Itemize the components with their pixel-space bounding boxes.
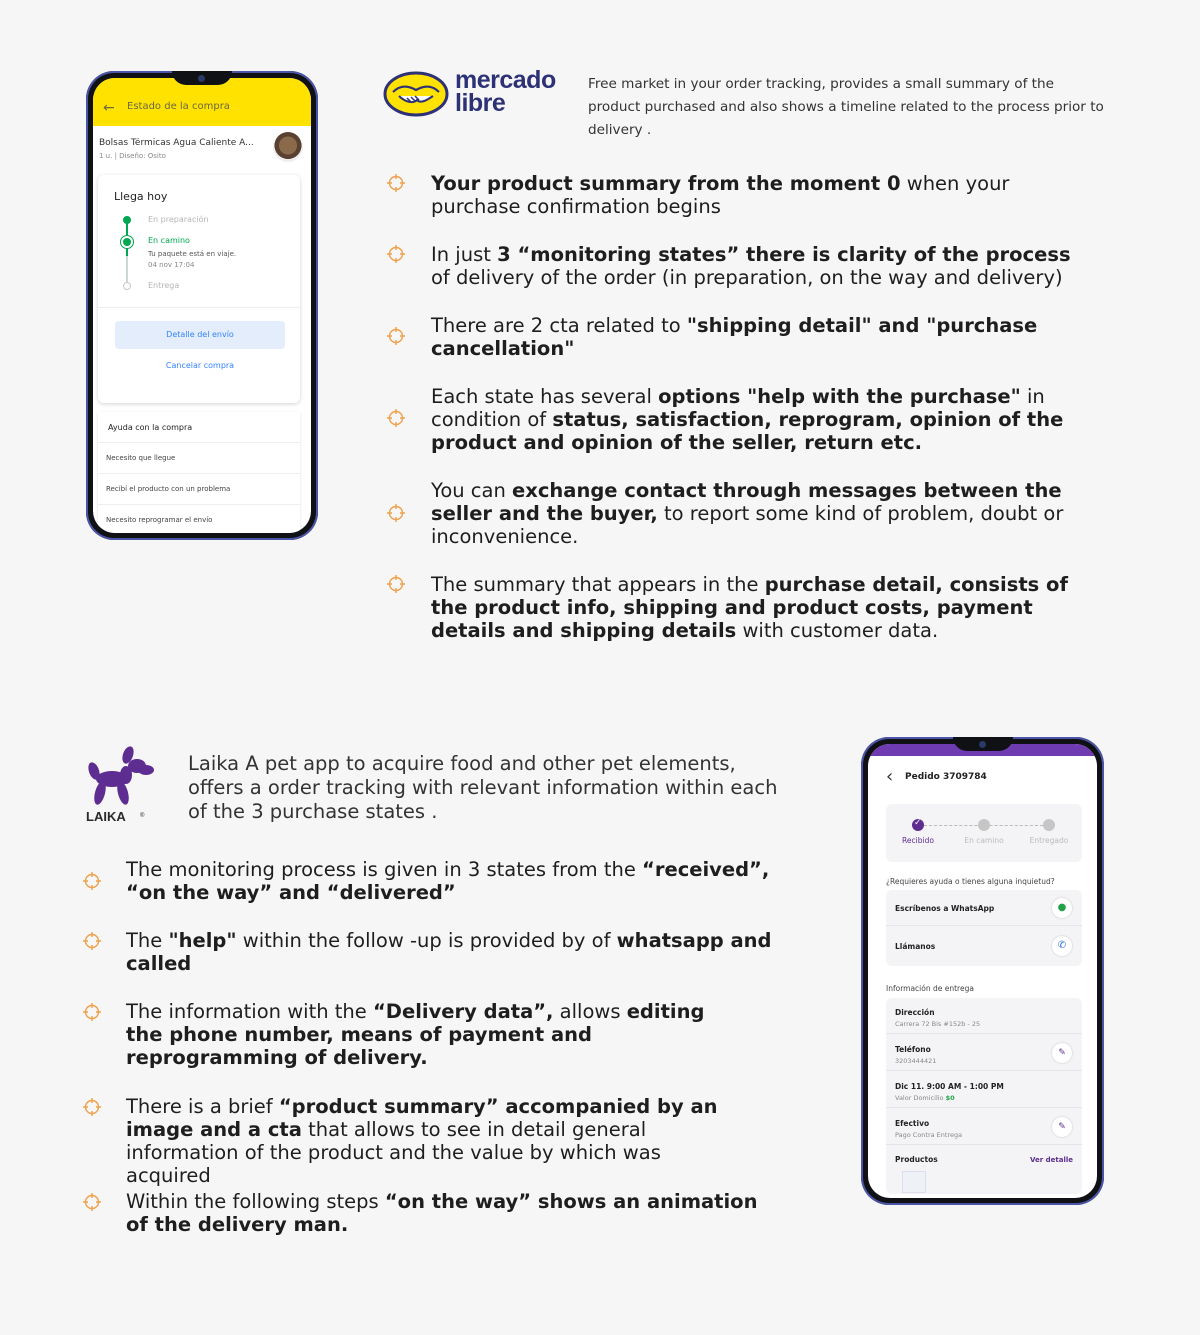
address-label: Dirección <box>895 1008 935 1017</box>
bullet-segment: The summary that appears in the <box>431 573 765 596</box>
mercadolibre-description: Free market in your order tracking, provides a small summary of the product purchased and also shows a timeline related to the process prior to delivery . <box>588 76 1104 138</box>
bullet-segment: There is a brief <box>126 1095 279 1118</box>
crosshair-bullet-icon <box>386 408 406 428</box>
ml-header-bar <box>93 78 311 126</box>
call-label: Llámanos <box>895 942 936 951</box>
help-title: Ayuda con la compra <box>98 412 300 443</box>
contact-options <box>886 890 1082 966</box>
help-item[interactable]: Necesito que llegue <box>98 443 300 474</box>
handshake-logo-icon <box>383 70 449 118</box>
payment-label: Efectivo <box>895 1119 930 1128</box>
bullet-bold-segment: “received”, “on the way” and “delivered” <box>126 858 770 904</box>
bullet-bold-segment: editing the phone number, means of payment and reprogramming of delivery. <box>126 1000 705 1069</box>
step-entrega: Entrega <box>148 281 180 290</box>
delivery-info-title: Información de entrega <box>886 984 974 993</box>
laika-wordmark: LAIKA <box>86 809 126 823</box>
date-row <box>886 1072 1082 1108</box>
phone-row <box>886 1035 1082 1071</box>
shipping-detail-button[interactable]: Detalle del envío <box>115 321 285 349</box>
bullet-bold-segment: Your product summary from the moment 0 <box>431 172 901 195</box>
order-title: Pedido 3709784 <box>905 772 987 782</box>
step-date: 04 nov 17:04 <box>148 261 195 269</box>
bullet-bold-segment: "shipping detail" and "purchase cancellation" <box>431 314 1038 360</box>
phone-icon[interactable]: ✆ <box>1052 936 1072 956</box>
balloon-dog-logo-icon <box>82 745 156 823</box>
address-value: Carrera 72 Bis #152b - 25 <box>895 1020 981 1028</box>
payment-sub: Pago Contra Entrega <box>895 1131 963 1139</box>
step-preparacion: En preparación <box>148 215 209 224</box>
step-delivered-dot <box>1043 819 1055 831</box>
bullet-segment: You can <box>431 479 513 502</box>
bullet-segment: Within the following steps <box>126 1190 385 1213</box>
step-en-camino: En camino <box>148 236 190 245</box>
edit-icon[interactable]: ✎ <box>1052 1117 1072 1137</box>
bullet-text <box>126 1095 746 1187</box>
wordmark-line-2: libre <box>455 89 506 117</box>
step-on-the-way-dot <box>978 819 990 831</box>
bullet-text <box>126 858 806 904</box>
bullet-bold-segment: purchase detail, consists of the product info, shipping and product costs, payment details and shipping details <box>431 573 1068 642</box>
bullet-segment: within the follow -up is provided by of <box>236 929 617 952</box>
crosshair-bullet-icon <box>82 931 102 951</box>
order-steps <box>886 804 1082 862</box>
bullet-segment: to report some kind of problem, doubt or inconvenience. <box>431 502 1064 548</box>
crosshair-bullet-icon <box>386 244 406 264</box>
phone-notch <box>953 737 1013 751</box>
crosshair-bullet-icon <box>386 503 406 523</box>
crosshair-bullet-icon <box>386 326 406 346</box>
bullet-bold-segment: “Delivery data”, <box>372 1000 554 1023</box>
product-thumbnail <box>902 1171 926 1193</box>
bullet-segment: in condition of <box>431 385 1045 431</box>
bullet-segment: that allows to see in detail general information of the product and the value by which was acquired <box>126 1118 661 1187</box>
bullet-text <box>431 172 1091 218</box>
whatsapp-row[interactable] <box>886 890 1082 926</box>
see-detail-link[interactable]: Ver detalle <box>1029 1156 1073 1164</box>
timeline-dot-done <box>123 216 131 224</box>
date-label: Dic 11. 9:00 AM - 1:00 PM <box>895 1082 1004 1091</box>
step-delivered-label: Entregado <box>1029 836 1069 845</box>
phone-label: Teléfono <box>895 1045 931 1054</box>
bullet-text <box>126 1190 786 1236</box>
edit-icon[interactable]: ✎ <box>1052 1043 1072 1063</box>
laika-description: Laika A pet app to acquire food and other pet elements, offers a order tracking with relevant information within each of the 3 purchase states . <box>188 752 778 823</box>
bullet-bold-segment: status, satisfaction, reprogram, opinion of the product and opinion of the seller, return etc. <box>431 408 1064 454</box>
step-received-label: Recibido <box>902 836 934 845</box>
address-row <box>886 998 1082 1034</box>
bullet-segment: In just <box>431 243 498 266</box>
help-list <box>98 412 300 533</box>
date-sub <box>895 1094 955 1102</box>
step-on-the-way-label: En camino <box>964 836 1004 845</box>
bullet-text <box>431 243 1091 289</box>
crosshair-bullet-icon <box>82 1002 102 1022</box>
help-item[interactable]: Necesito reprogramar el envío <box>98 505 300 533</box>
bullet-segment: allows <box>553 1000 627 1023</box>
phone-notch <box>172 71 232 85</box>
bullet-text <box>126 929 806 975</box>
bullet-bold-segment: whatsapp and called <box>126 929 772 975</box>
tracking-card <box>98 175 300 403</box>
bullet-bold-segment: 3 “monitoring states” there is clarity of the process <box>497 243 1071 266</box>
timeline-dot-pending <box>123 282 131 290</box>
bullet-bold-segment: "help" <box>168 929 237 952</box>
bullet-text <box>431 385 1091 454</box>
phone-value: 3203444421 <box>895 1057 937 1065</box>
registered-mark: ® <box>140 813 145 819</box>
mercadolibre-phone-mockup <box>86 71 318 540</box>
product-sub: 1 u. | Diseño: Osito <box>99 152 166 160</box>
bullet-text <box>431 479 1091 548</box>
bullet-segment: The <box>126 929 169 952</box>
laika-phone-mockup <box>861 737 1104 1205</box>
date-sub-text: Valor Domicilio <box>895 1094 944 1102</box>
bullet-bold-segment: exchange contact through messages between the seller and the buyer, <box>431 479 1062 525</box>
crosshair-bullet-icon <box>82 1192 102 1212</box>
delivery-info-card <box>886 998 1082 1194</box>
call-row[interactable] <box>886 928 1082 964</box>
step-received-dot <box>912 819 924 831</box>
product-thumbnail <box>273 132 303 162</box>
whatsapp-label: Escríbenos a WhatsApp <box>895 904 995 913</box>
crosshair-bullet-icon <box>82 871 102 891</box>
help-question: ¿Requieres ayuda o tienes alguna inquietud? <box>886 877 1055 886</box>
product-name: Bolsas Térmicas Agua Caliente A... <box>99 138 254 148</box>
help-item[interactable]: Recibí el producto con un problema <box>98 474 300 505</box>
wordmark-line-1: mercado <box>455 66 556 94</box>
bullet-text <box>431 314 1091 360</box>
bullet-text <box>126 1000 746 1069</box>
bullet-segment: of delivery of the order (in preparation, on the way and delivery) <box>431 266 1063 289</box>
bullet-text <box>431 573 1091 642</box>
bullet-segment: The monitoring process is given in 3 states from the <box>126 858 643 881</box>
products-label: Productos <box>895 1155 938 1164</box>
bullet-bold-segment: “on the way” shows an animation of the delivery man. <box>126 1190 758 1236</box>
back-arrow-icon[interactable]: ‹ <box>886 766 894 787</box>
whatsapp-icon[interactable]: ● <box>1052 898 1072 918</box>
cancel-purchase-link[interactable]: Cancelar compra <box>165 361 235 370</box>
bullet-segment: The information with the <box>126 1000 373 1023</box>
timeline-dot-current <box>123 238 131 246</box>
bullet-segment: There are 2 cta related to <box>431 314 687 337</box>
back-arrow-icon[interactable]: ← <box>103 100 115 116</box>
bullet-segment: with customer data. <box>736 619 939 642</box>
crosshair-bullet-icon <box>82 1097 102 1117</box>
bullet-bold-segment: “product summary” accompanied by an image and a cta <box>126 1095 718 1141</box>
crosshair-bullet-icon <box>386 173 406 193</box>
divider <box>98 307 300 308</box>
date-price: $0 <box>945 1094 955 1102</box>
mercadolibre-wordmark <box>455 66 556 117</box>
payment-row <box>886 1109 1082 1145</box>
step-detail: Tu paquete está en viaje. <box>148 250 237 258</box>
phone-screen <box>868 744 1097 1198</box>
phone-screen <box>93 78 311 533</box>
bullet-bold-segment: options "help with the purchase" <box>658 385 1021 408</box>
bullet-segment: when your purchase confirmation begins <box>431 172 1010 218</box>
products-row <box>886 1146 1082 1182</box>
header-title: Estado de la compra <box>127 101 230 112</box>
arrival-title: Llega hoy <box>114 190 168 203</box>
bullet-segment: Each state has several <box>431 385 659 408</box>
crosshair-bullet-icon <box>386 574 406 594</box>
